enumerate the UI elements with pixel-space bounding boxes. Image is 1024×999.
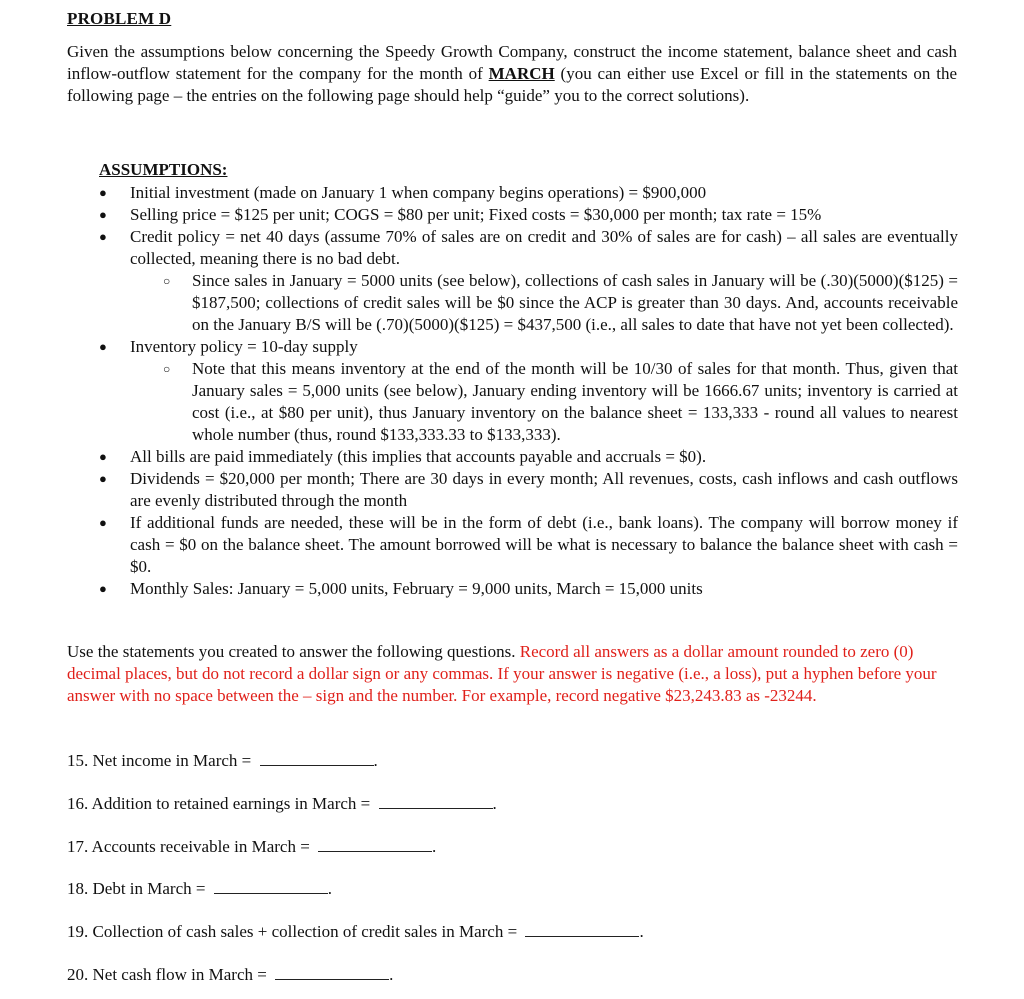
intro-month: MARCH [488, 64, 555, 83]
problem-title: PROBLEM D [67, 9, 172, 28]
instructions-text: Use the statements you created to answer the following questions. [67, 642, 520, 661]
intro-text-2: (you can either use Excel or fill in the statements on the following page – the entries on the following page should help “guide” you to the correct solutions). [67, 64, 957, 105]
intro-paragraph [67, 41, 957, 107]
question-20: 20. Net cash flow in March = . [67, 965, 394, 984]
question-17: 17. Accounts receivable in March = . [67, 837, 437, 856]
question-18: 18. Debt in March = . [67, 879, 332, 898]
bullet-icon: ● [99, 515, 107, 530]
circle-bullet-icon: ○ [163, 274, 171, 288]
bullet-item: ● Initial investment (made on January 1 when company begins operations) = $900,000 [99, 183, 707, 202]
bullet-icon: ● [99, 185, 107, 200]
intro-text-1: Given the assumptions below concerning the Speedy Growth Company, construct the income statement, balance sheet and cash inflow-outflow statement for the company for the month of [67, 42, 957, 83]
circle-bullet-icon: ○ [163, 362, 171, 376]
bullet-icon: ● [99, 339, 107, 354]
bullet-item: ● All bills are paid immediately (this implies that accounts payable and accruals = $0). [99, 447, 707, 466]
bullet-item: ● If additional funds are needed, these will be in the form of debt (i.e., bank loans). The company will borrow money if cash = $0 on the balance sheet. The amount borrowed will be what is necessary to balance the balance sheet with cash = $0. [99, 513, 958, 576]
bullet-item: ● Credit policy = net 40 days (assume 70% of sales are on credit and 30% of sales are for cash) – all sales are eventually collected, meaning there is no bad debt. [99, 227, 958, 268]
answer-blank[interactable] [379, 794, 493, 809]
assumptions-heading: ASSUMPTIONS: [99, 160, 228, 179]
answer-blank[interactable] [260, 751, 374, 766]
question-15: 15. Net income in March = . [67, 751, 378, 770]
assumptions-list [93, 182, 958, 600]
bullet-icon: ● [99, 449, 107, 464]
bullet-item: ● Dividends = $20,000 per month; There are 30 days in every month; All revenues, costs, cash inflows and cash outflows are evenly distributed through the month [99, 469, 958, 510]
bullet-item: ● Monthly Sales: January = 5,000 units, February = 9,000 units, March = 15,000 units [99, 579, 703, 598]
answer-blank[interactable] [214, 879, 328, 894]
answer-blank[interactable] [525, 922, 639, 937]
sub-bullet-item: ○ Note that this means inventory at the end of the month will be 10/30 of sales for that month. Thus, given that January sales = 5,000 units (see below), January ending inventory will be 1666.67 units; inventory is carried at cost (i.e., at $80 per unit), thus January inventory on the balance sheet = 133,333 - round all values to nearest whole number (thus, round $133,333.33 to $133,333). [163, 359, 958, 444]
answer-blank[interactable] [318, 837, 432, 852]
bullet-item: ● Inventory policy = 10-day supply [99, 337, 358, 356]
bullet-icon: ● [99, 229, 107, 244]
answer-blank[interactable] [275, 965, 389, 980]
bullet-icon: ● [99, 581, 107, 596]
bullet-icon: ● [99, 471, 107, 486]
bullet-item: ● Selling price = $125 per unit; COGS = $80 per unit; Fixed costs = $30,000 per month; tax rate = 15% [99, 205, 822, 224]
question-19: 19. Collection of cash sales + collection of credit sales in March = . [67, 922, 644, 941]
bullet-icon: ● [99, 207, 107, 222]
instructions-paragraph [67, 641, 957, 707]
question-16: 16. Addition to retained earnings in March = . [67, 794, 497, 813]
sub-bullet-item: ○ Since sales in January = 5000 units (see below), collections of cash sales in January will be (.30)(5000)($125) = $187,500; collections of credit sales will be $0 since the ACP is greater than 30 days. And, accounts receivable on the January B/S will be (.70)(5000)($125) = $437,500 (i.e., all sales to date that have not yet been collected). [163, 271, 958, 334]
instructions-red-text: Record all answers as a dollar amount rounded to zero (0) decimal places, but do not record a dollar sign or any commas. If your answer is negative (i.e., a loss), put a hyphen before your answer with no space between the – sign and the number. For example, record negative $23,243.83 as -23244. [67, 642, 937, 705]
